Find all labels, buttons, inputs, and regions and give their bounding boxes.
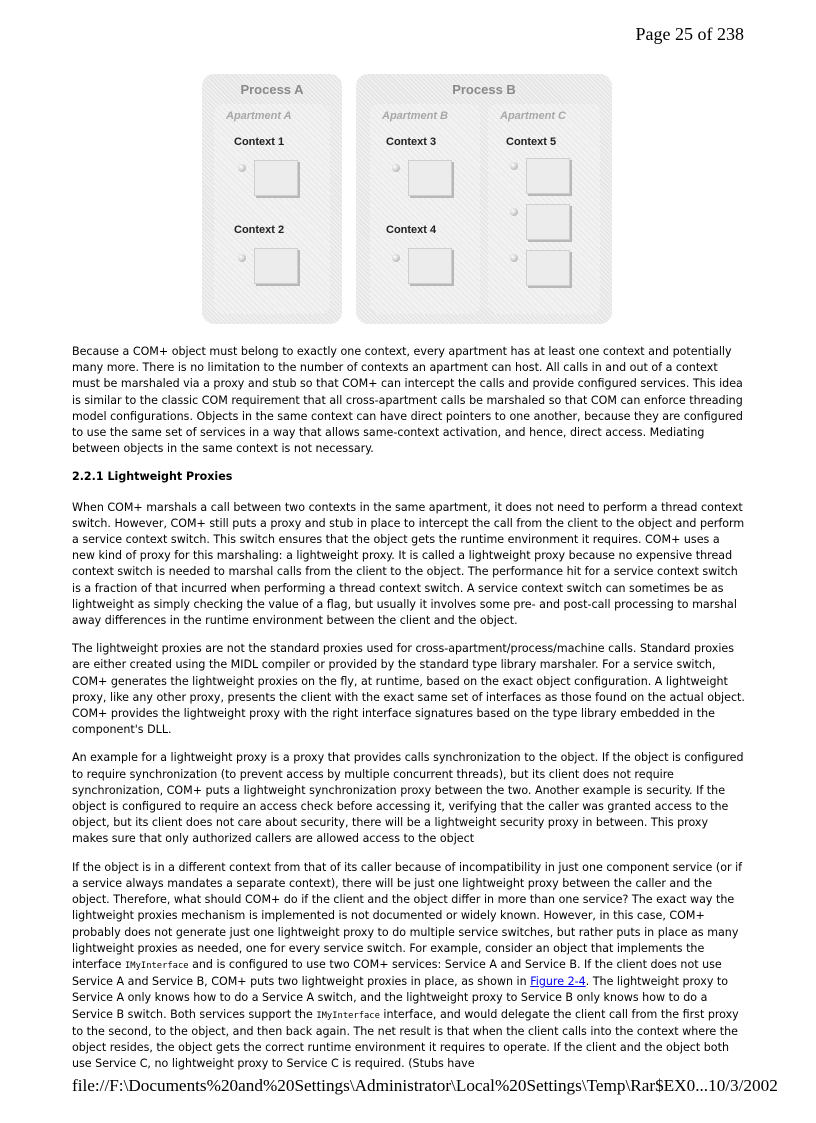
page-footer <box>72 1076 778 1096</box>
context-2-label: Context 2 <box>234 224 285 236</box>
paragraph-text: and is configured to use two COM+ services: Service A and Service B. If the client does not use Service A and Service B, COM+ puts two lightweight proxies in place, as shown in <box>72 957 722 989</box>
interface-knob <box>392 164 400 172</box>
context-5-label: Context 5 <box>506 136 557 148</box>
file-path: file://F:\Documents%20and%20Settings\Administrator\Local%20Settings\Temp\Rar$EX0... <box>72 1076 709 1095</box>
process-a-title: Process A <box>240 82 304 97</box>
apartment-c-box <box>488 104 600 314</box>
figure-2-4-link[interactable]: Figure 2-4 <box>530 975 586 989</box>
page-number: Page 25 of 238 <box>635 24 744 44</box>
apartment-c-title: Apartment C <box>500 110 567 122</box>
object-box <box>254 248 298 284</box>
object-box <box>526 204 570 240</box>
apartment-b-title: Apartment B <box>382 110 449 122</box>
paragraph: The lightweight proxies are not the standard proxies used for cross-apartment/process/machine calls. Standard proxies are either created using the MIDL compiler or provided by the standard type library marshaler. For a service switch, COM+ generates the lightweight proxies on the fly, at runtime, based on the exact object configuration. A lightweight proxy, like any other proxy, presents the client with the exact same set of interfaces as those found on the actual object. COM+ provides the lightweight proxy with the right interface signatures based on the type library embedded in the component's DLL. <box>72 642 745 737</box>
apartment-a-title: Apartment A <box>226 110 292 122</box>
section-heading: 2.2.1 Lightweight Proxies <box>72 470 233 484</box>
interface-knob <box>510 162 518 170</box>
context-1-label: Context 1 <box>234 136 285 148</box>
interface-knob <box>510 254 518 262</box>
process-b-title: Process B <box>452 82 516 97</box>
paragraph-text: . The lightweight proxy to Service A only knows how to do a Service A switch, and the lightweight proxy to Service B only knows how to do a Service B switch. Both services support the <box>72 975 729 1021</box>
context-4-label: Context 4 <box>386 224 437 236</box>
interface-knob <box>510 208 518 216</box>
process-a-box <box>202 74 342 324</box>
object-box <box>526 158 570 194</box>
paragraph: An example for a lightweight proxy is a proxy that provides calls synchronization to the object. If the object is configured to require synchronization (to prevent access by multiple concurrent threads), but its client does not require synchronization, COM+ puts a lightweight synchronization proxy between the two. Another example is security. If the object is configured to require an access check before accessing it, verifying that the caller was granted access to the object, but its client does not care about security, there will be a lightweight security proxy in between. This proxy makes sure that only authorized callers are allowed access to the object <box>72 751 744 846</box>
code-identifier: IMyInterface <box>316 1010 380 1021</box>
context-diagram-figure <box>200 74 614 326</box>
object-box <box>408 248 452 284</box>
process-b-box <box>356 74 612 324</box>
paragraph <box>72 860 746 1073</box>
apartment-b-box <box>370 104 480 314</box>
interface-knob <box>238 254 246 262</box>
object-box <box>526 250 570 286</box>
context-3-label: Context 3 <box>386 136 437 148</box>
object-box <box>408 160 452 196</box>
paragraph-text: interface, and would delegate the client call from the first proxy to the second, to the object, and then back again. The net result is that when the client calls into the context where the object resides, the object gets the correct runtime environment it requires to operate. If the client and the object both use Service C, no lightweight proxy to Service C is required. (Stubs have <box>72 1007 739 1071</box>
paragraph: When COM+ marshals a call between two contexts in the same apartment, it does not need to perform a thread context switch. However, COM+ still puts a proxy and stub in place to intercept the call from the client to the object and perform a service context switch. This switch ensures that the object gets the runtime environment it requires. COM+ uses a new kind of proxy for this marshaling: a lightweight proxy. It is called a lightweight proxy because no expensive thread context switch is needed to marshal calls from the client to the object. The performance hit for a service context switch is a fraction of that incurred when performing a thread context switch. A service context switch can sometimes be as lightweight as simply checking the value of a flag, but usually it involves some pre- and post-call processing to marshal away differences in the runtime environment between the client and the object. <box>72 500 745 628</box>
interface-knob <box>392 254 400 262</box>
paragraph-text: If the object is in a different context from that of its caller because of incompatibility in just one component service (or if a service always mandates a separate context), there will be just one lightweight proxy between the caller and the object. Therefore, what should COM+ do if the client and the object differ in more than one service? The exact way the lightweight proxies mechanism is implemented is not documented or widely known. However, in this case, COM+ probably does not generate just one lightweight proxy to do multiple service switches, but rather puts in place as many lightweight proxies as needed, one for every service switch. For example, consider an object that implements the interface <box>72 860 743 971</box>
body-text <box>72 344 746 1084</box>
apartment-a-box <box>214 104 330 314</box>
paragraph: Because a COM+ object must belong to exactly one context, every apartment has at least one context and potentially many more. There is no limitation to the number of contexts an apartment can host. All calls in and out of a context must be marshaled via a proxy and stub so that COM+ can intercept the calls and provide configured services. This idea is similar to the classic COM requirement that all cross-apartment calls be marshaled so that COM can enforce threading model configurations. Objects in the same context can have direct pointers to one another, because they are configured to use the same set of services in a way that allows same-context activation, and hence, direct access. Mediating between objects in the same context is not necessary. <box>72 345 743 456</box>
interface-knob <box>238 164 246 172</box>
code-identifier: IMyInterface <box>125 960 189 971</box>
object-box <box>254 160 298 196</box>
footer-date: 10/3/2002 <box>708 1076 778 1095</box>
